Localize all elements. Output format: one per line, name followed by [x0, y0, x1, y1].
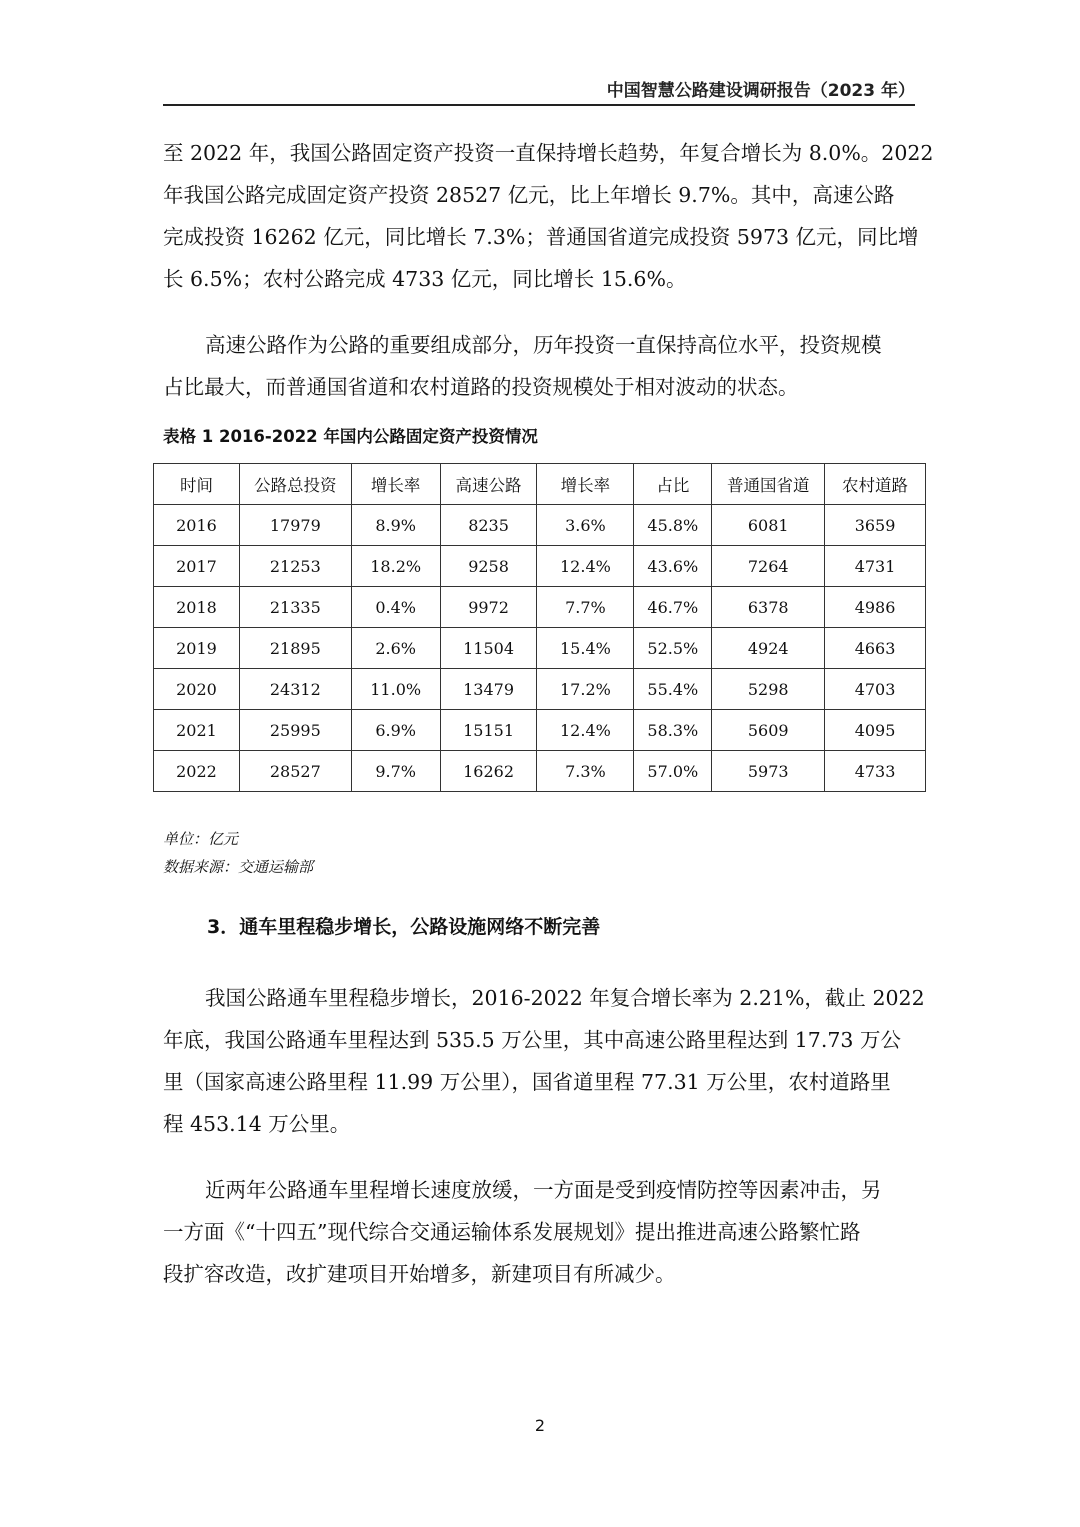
table-cell: 3659	[825, 505, 926, 546]
paragraph-line: 里（国家高速公路里程 11.99 万公里），国省道里程 77.31 万公里，农村道路里	[163, 1070, 891, 1094]
table-cell: 28527	[239, 751, 351, 792]
table-cell: 3.6%	[537, 505, 634, 546]
table-cell: 17979	[239, 505, 351, 546]
table-cell: 2018	[154, 587, 240, 628]
table-cell: 11.0%	[351, 669, 440, 710]
table-header-cell: 增长率	[537, 464, 634, 505]
table-cell: 18.2%	[351, 546, 440, 587]
paragraph-line: 高速公路作为公路的重要组成部分，历年投资一直保持高位水平，投资规模	[205, 333, 882, 357]
table-cell: 11504	[440, 628, 537, 669]
table-row	[154, 710, 926, 751]
table-caption: 表格 1 2016-2022 年国内公路固定资产投资情况	[163, 427, 538, 446]
table-cell: 25995	[239, 710, 351, 751]
paragraph-mileage-slowdown	[163, 1169, 917, 1295]
table-cell: 8235	[440, 505, 537, 546]
table-row	[154, 751, 926, 792]
source-note: 数据来源：交通运输部	[163, 858, 314, 876]
table-cell: 5298	[712, 669, 825, 710]
table-cell: 9.7%	[351, 751, 440, 792]
table-cell: 4733	[825, 751, 926, 792]
table-cell: 7.3%	[537, 751, 634, 792]
table-cell: 6378	[712, 587, 825, 628]
table-cell: 55.4%	[634, 669, 712, 710]
table-header-cell: 农村道路	[825, 464, 926, 505]
table-header-cell: 高速公路	[440, 464, 537, 505]
table-header-cell: 普通国省道	[712, 464, 825, 505]
table-cell: 8.9%	[351, 505, 440, 546]
table-cell: 7264	[712, 546, 825, 587]
paragraph-line: 我国公路通车里程稳步增长，2016-2022 年复合增长率为 2.21%，截止 2022	[205, 986, 925, 1010]
table-header-cell: 占比	[634, 464, 712, 505]
table-row	[154, 505, 926, 546]
unit-note: 单位：亿元	[163, 830, 239, 848]
table-header-cell: 时间	[154, 464, 240, 505]
paragraph-line: 占比最大，而普通国省道和农村道路的投资规模处于相对波动的状态。	[163, 375, 799, 399]
paragraph-line: 至 2022 年，我国公路固定资产投资一直保持增长趋势，年复合增长为 8.0%。2022	[163, 141, 934, 165]
table-cell: 43.6%	[634, 546, 712, 587]
table-cell: 2021	[154, 710, 240, 751]
table-cell: 4731	[825, 546, 926, 587]
table-cell: 15.4%	[537, 628, 634, 669]
table-cell: 2020	[154, 669, 240, 710]
table-cell: 21253	[239, 546, 351, 587]
table-cell: 6081	[712, 505, 825, 546]
table-cell: 9972	[440, 587, 537, 628]
report-title: 中国智慧公路建设调研报告（2023 年）	[606, 81, 915, 101]
table-cell: 6.9%	[351, 710, 440, 751]
table-row	[154, 669, 926, 710]
paragraph-line: 程 453.14 万公里。	[163, 1112, 351, 1136]
table-header-row	[154, 464, 926, 505]
paragraph-line: 近两年公路通车里程增长速度放缓，一方面是受到疫情防控等因素冲击，另	[205, 1178, 882, 1202]
section-heading: 3．通车里程稳步增长，公路设施网络不断完善	[207, 916, 601, 938]
table-row	[154, 546, 926, 587]
table-cell: 5973	[712, 751, 825, 792]
table-cell: 4703	[825, 669, 926, 710]
table-cell: 9258	[440, 546, 537, 587]
table-cell: 15151	[440, 710, 537, 751]
table-cell: 16262	[440, 751, 537, 792]
table-cell: 13479	[440, 669, 537, 710]
paragraph-line: 完成投资 16262 亿元，同比增长 7.3%；普通国省道完成投资 5973 亿元，同比增	[163, 225, 919, 249]
table-row	[154, 628, 926, 669]
table-cell: 2.6%	[351, 628, 440, 669]
paragraph-mileage-growth	[163, 977, 925, 1145]
table-cell: 46.7%	[634, 587, 712, 628]
table-cell: 0.4%	[351, 587, 440, 628]
table-row	[154, 587, 926, 628]
table-cell: 2017	[154, 546, 240, 587]
table-cell: 2019	[154, 628, 240, 669]
table-cell: 12.4%	[537, 710, 634, 751]
table-cell: 57.0%	[634, 751, 712, 792]
table-cell: 17.2%	[537, 669, 634, 710]
table-cell: 7.7%	[537, 587, 634, 628]
paragraph-line: 段扩容改造，改扩建项目开始增多，新建项目有所减少。	[163, 1262, 676, 1286]
table-cell: 2016	[154, 505, 240, 546]
paragraph-investment-trend	[163, 132, 934, 300]
page-header	[163, 74, 915, 106]
table-cell: 58.3%	[634, 710, 712, 751]
table-header-cell: 增长率	[351, 464, 440, 505]
table-cell: 4924	[712, 628, 825, 669]
page-number: 2	[534, 1416, 546, 1435]
table-cell: 4095	[825, 710, 926, 751]
paragraph-expressway-share	[163, 324, 917, 408]
table-cell: 45.8%	[634, 505, 712, 546]
paragraph-line: 一方面《“十四五”现代综合交通运输体系发展规划》提出推进高速公路繁忙路	[163, 1220, 861, 1244]
table-cell: 24312	[239, 669, 351, 710]
table-cell: 21335	[239, 587, 351, 628]
paragraph-line: 年我国公路完成固定资产投资 28527 亿元，比上年增长 9.7%。其中，高速公路	[163, 183, 895, 207]
paragraph-line: 年底，我国公路通车里程达到 535.5 万公里，其中高速公路里程达到 17.73 万公	[163, 1028, 901, 1052]
table-cell: 2022	[154, 751, 240, 792]
table-cell: 4663	[825, 628, 926, 669]
paragraph-line: 长 6.5%；农村公路完成 4733 亿元，同比增长 15.6%。	[163, 267, 687, 291]
table-cell: 52.5%	[634, 628, 712, 669]
table-cell: 12.4%	[537, 546, 634, 587]
investment-table	[153, 463, 926, 792]
table-cell: 21895	[239, 628, 351, 669]
table-cell: 4986	[825, 587, 926, 628]
table-cell: 5609	[712, 710, 825, 751]
table-header-cell: 公路总投资	[239, 464, 351, 505]
